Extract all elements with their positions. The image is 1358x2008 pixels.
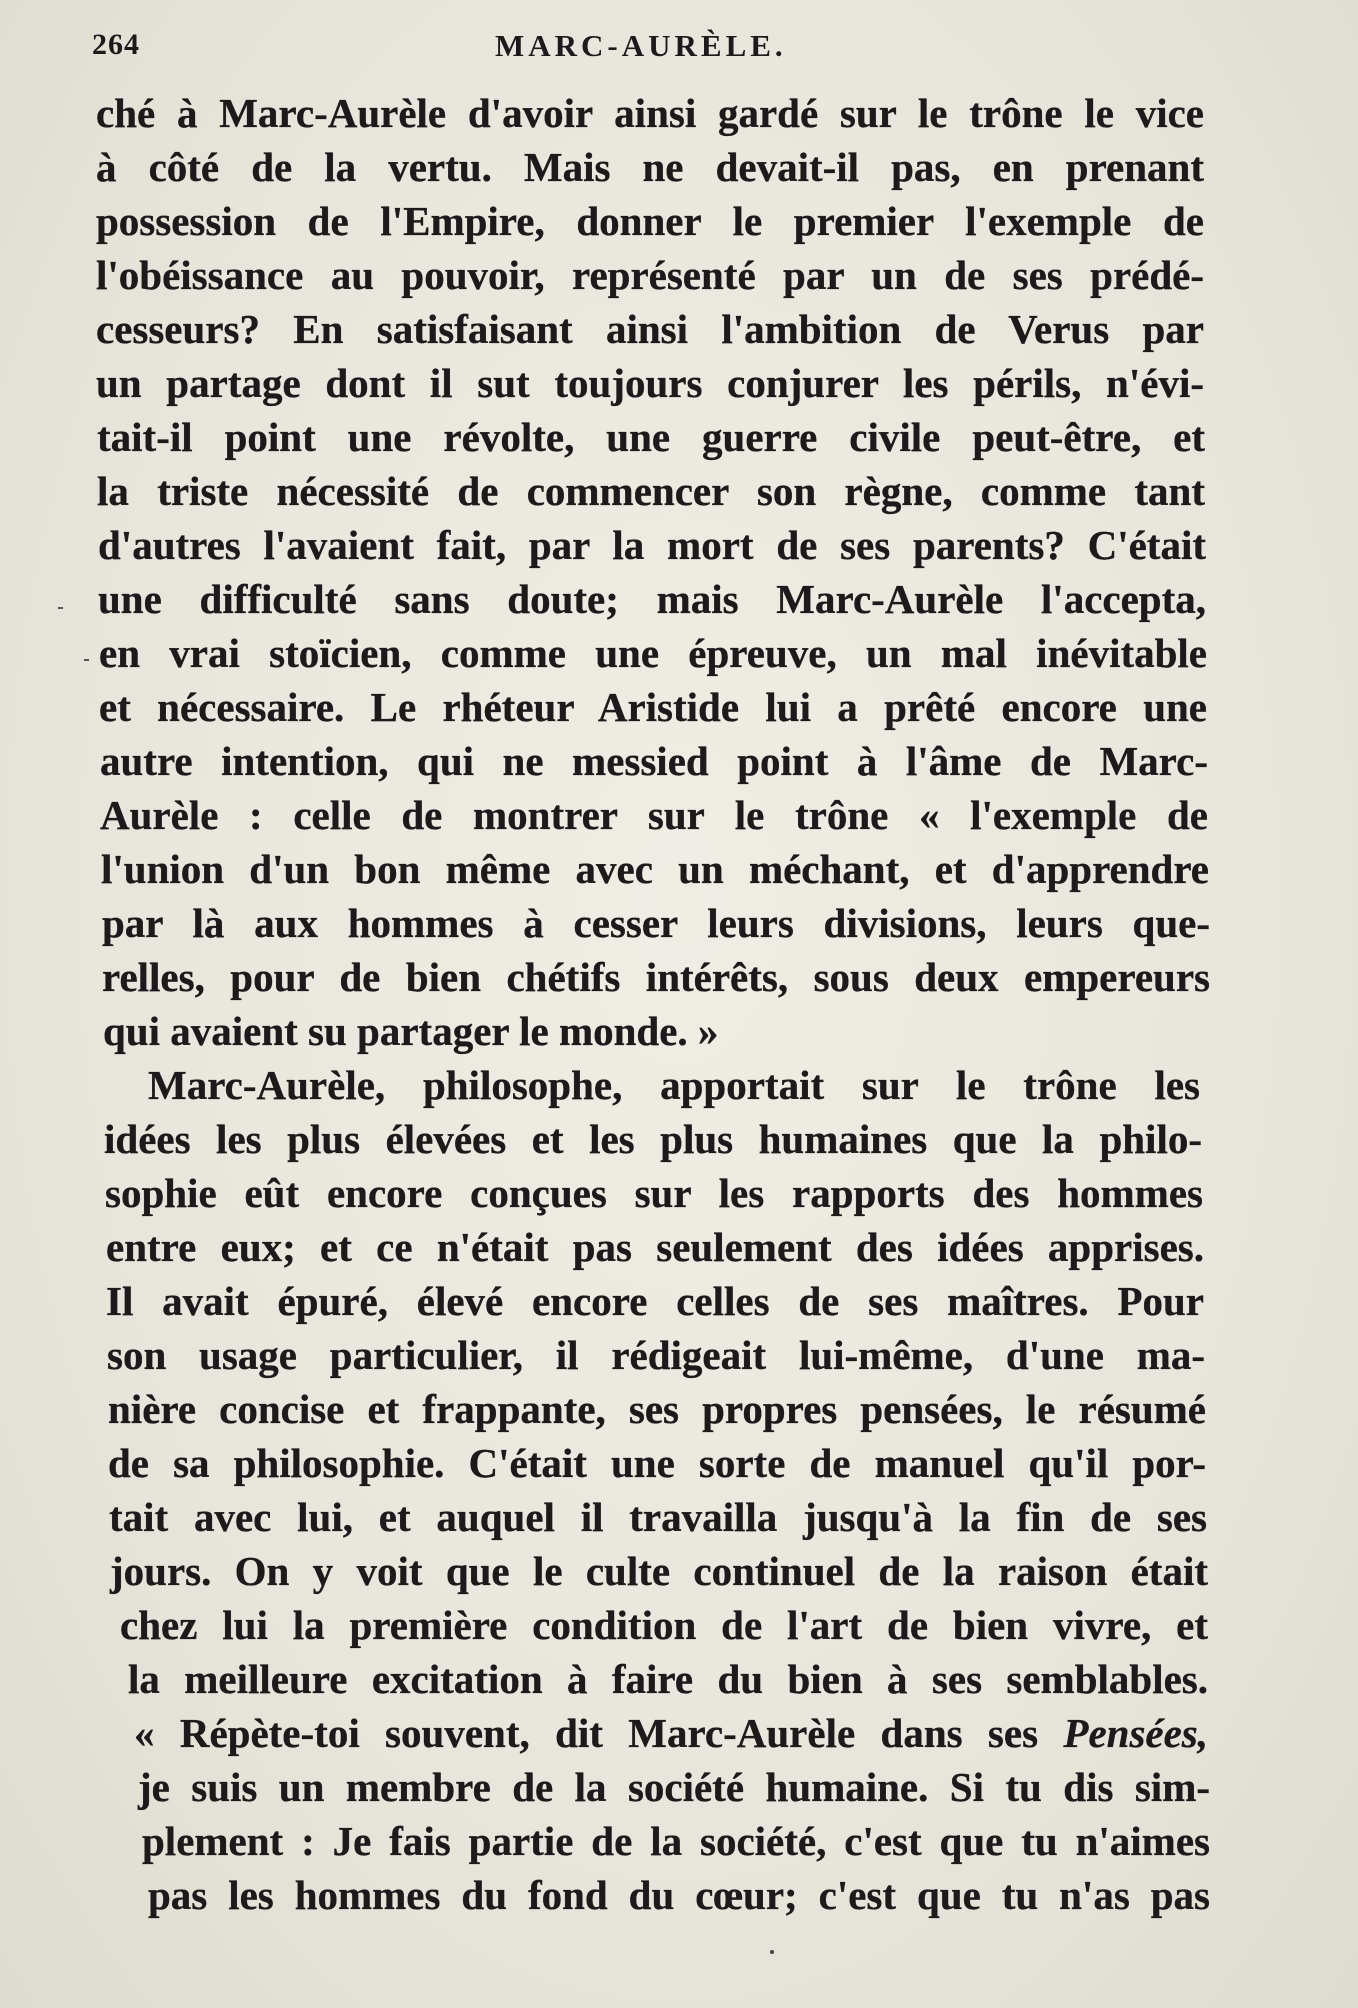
text-line-25: nière concise et frappante, ses propres pensées, le résumé	[108, 1386, 1206, 1432]
page-number: 264	[92, 28, 140, 61]
text-line-16: par là aux hommes à cesser leurs divisions, leurs que-	[102, 900, 1210, 946]
text-line-8: la triste nécessité de commencer son règne, comme tant	[97, 468, 1205, 514]
text-line-31	[134, 1706, 1208, 1760]
text-line-11: en vrai stoïcien, comme une épreuve, un mal inévitable	[99, 630, 1207, 676]
text-line-5: cesseurs? En satisfaisant ainsi l'ambition de Verus par	[96, 306, 1204, 352]
text-line-7: tait-il point une révolte, une guerre civile peut-être, et	[97, 414, 1205, 460]
text-line-33: plement : Je fais partie de la société, c'est que tu n'aimes	[142, 1818, 1210, 1864]
text-line-23: Il avait épuré, élevé encore celles de ses maîtres. Pour	[106, 1278, 1204, 1324]
text-line-20: idées les plus élevées et les plus humaines que la philo-	[104, 1116, 1202, 1162]
text-line-4: l'obéissance au pouvoir, représenté par un de ses prédé-	[96, 252, 1204, 298]
text-line-15: l'union d'un bon même avec un méchant, et d'apprendre	[101, 846, 1209, 892]
running-head	[0, 28, 1358, 68]
text-line-10: une difficulté sans doute; mais Marc-Aurèle l'accepta,	[98, 576, 1206, 622]
text-line-29: chez lui la première condition de l'art de bien vivre, et	[120, 1602, 1208, 1648]
text-line-28: jours. On y voit que le culte continuel de la raison était	[110, 1548, 1208, 1594]
text-line-32: je suis un membre de la société humaine. Si tu dis sim-	[138, 1764, 1210, 1810]
text-line-3: possession de l'Empire, donner le premier l'exemple de	[96, 198, 1204, 244]
text-line-19: Marc-Aurèle, philosophe, apportait sur le trône les	[148, 1062, 1200, 1108]
text-line-21: sophie eût encore conçues sur les rapports des hommes	[105, 1170, 1203, 1216]
margin-mark	[84, 659, 89, 661]
text-line-30: la meilleure excitation à faire du bien à ses semblables.	[128, 1656, 1208, 1702]
text-line-18: qui avaient su partager le monde. »	[103, 1008, 719, 1054]
margin-mark	[58, 607, 63, 609]
stray-ink-dot	[770, 1950, 774, 1954]
text-line-34: pas les hommes du fond du cœur; c'est que tu n'as pas	[148, 1872, 1210, 1918]
text-line-24: son usage particulier, il rédigeait lui-même, d'une ma-	[107, 1332, 1205, 1378]
italic-title: Pensées,	[1063, 1710, 1209, 1756]
text-line-27: tait avec lui, et auquel il travailla jusqu'à la fin de ses	[109, 1494, 1207, 1540]
running-title: MARC-AURÈLE.	[495, 28, 787, 63]
text-line-6: un partage dont il sut toujours conjurer les périls, n'évi-	[96, 360, 1204, 406]
text-line-1: ché à Marc-Aurèle d'avoir ainsi gardé sur le trône le vice	[96, 90, 1204, 136]
text-line-17: relles, pour de bien chétifs intérêts, sous deux empereurs	[102, 954, 1210, 1000]
text-line-13: autre intention, qui ne messied point à l'âme de Marc-	[100, 738, 1208, 784]
text-line-12: et nécessaire. Le rhéteur Aristide lui a prêté encore une	[99, 684, 1207, 730]
text-line-9: d'autres l'avaient fait, par la mort de ses parents? C'était	[98, 522, 1206, 568]
text-line-31-main: « Répète-toi souvent, dit Marc-Aurèle dans ses	[134, 1710, 1039, 1756]
text-line-26: de sa philosophie. C'était une sorte de manuel qu'il por-	[108, 1440, 1206, 1486]
text-line-14: Aurèle : celle de montrer sur le trône « l'exemple de	[100, 792, 1208, 838]
text-line-2: à côté de la vertu. Mais ne devait-il pas, en prenant	[96, 144, 1204, 190]
text-line-22: entre eux; et ce n'était pas seulement des idées apprises.	[106, 1224, 1204, 1270]
